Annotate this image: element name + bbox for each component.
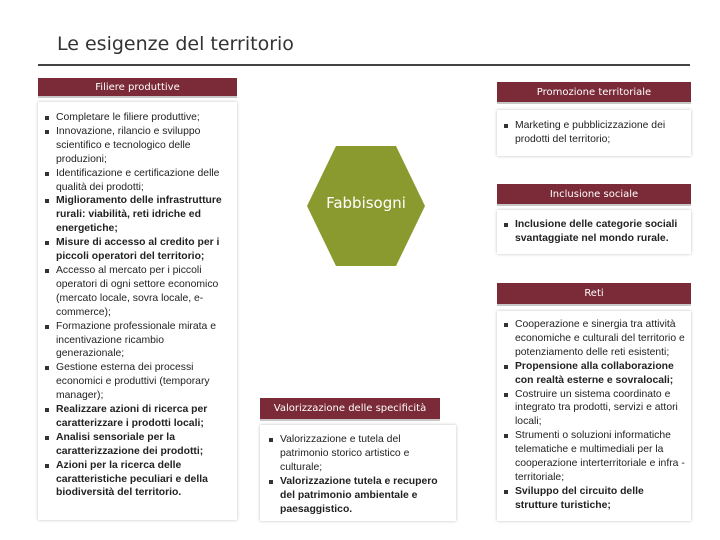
list-item: Inclusione delle categorie sociali svantaggiate nel mondo rurale. xyxy=(503,218,685,246)
list-item: Completare le filiere produttive; xyxy=(44,111,231,125)
reti-header: Reti xyxy=(497,283,691,306)
valorizzazione-header: Valorizzazione delle specificità xyxy=(260,398,440,421)
reti-list xyxy=(503,318,685,513)
list-item: Strumenti o soluzioni informatiche telematiche e multimediali per la cooperazione interterritoriale e infra -territoriale; xyxy=(503,429,685,485)
list-item: Cooperazione e sinergia tra attività economiche e culturali del territorio e potenziamento delle reti esistenti; xyxy=(503,318,685,360)
list-item: Marketing e pubblicizzazione dei prodotti del territorio; xyxy=(503,119,685,147)
list-item: Accesso al mercato per i piccoli operatori di ogni settore economico (mercato locale, sovra locale, e-commerce); xyxy=(44,264,231,320)
list-item: Azioni per la ricerca delle caratteristiche peculiari e della biodiversità del territorio. xyxy=(44,459,231,501)
list-item: Realizzare azioni di ricerca per caratterizzare i prodotti locali; xyxy=(44,403,231,431)
list-item: Sviluppo del circuito delle strutture turistiche; xyxy=(503,485,685,513)
list-item: Formazione professionale mirata e incentivazione ricambio generazionale; xyxy=(44,320,231,362)
inclusione-list xyxy=(503,218,685,246)
list-item: Costruire un sistema coordinato e integrato tra prodotti, servizi e attori locali; xyxy=(503,388,685,430)
page-title: Le esigenze del territorio xyxy=(57,33,294,55)
list-item: Analisi sensoriale per la caratterizzazione dei prodotti; xyxy=(44,431,231,459)
reti-box xyxy=(497,311,691,521)
promozione-header: Promozione territoriale xyxy=(497,82,691,104)
list-item: Miglioramento delle infrastrutture rurali: viabilità, reti idriche ed energetiche; xyxy=(44,194,231,236)
list-item: Innovazione, rilancio e sviluppo scientifico e tecnologico delle produzioni; xyxy=(44,125,231,167)
valorizzazione-list xyxy=(268,433,450,516)
inclusione-header: Inclusione sociale xyxy=(497,184,691,206)
list-item: Propensione alla collaborazione con realtà esterne e sovralocali; xyxy=(503,360,685,388)
promozione-list xyxy=(503,119,685,147)
list-item: Misure di accesso al credito per i piccoli operatori del territorio; xyxy=(44,236,231,264)
filiere-box xyxy=(38,102,237,520)
inclusione-box xyxy=(497,210,691,254)
promozione-box xyxy=(497,110,691,156)
fabbisogni-label: Fabbisogni xyxy=(326,194,406,212)
list-item: Gestione esterna dei processi economici e produttivi (temporary manager); xyxy=(44,361,231,403)
title-divider xyxy=(38,64,690,66)
list-item: Identificazione e certificazione delle qualità dei prodotti; xyxy=(44,167,231,195)
filiere-header: Filiere produttive xyxy=(38,78,237,98)
list-item: Valorizzazione e tutela del patrimonio storico artistico e culturale; xyxy=(268,433,450,475)
list-item: Valorizzazione tutela e recupero del patrimonio ambientale e paesaggistico. xyxy=(268,475,450,517)
filiere-list xyxy=(44,111,231,500)
valorizzazione-box xyxy=(260,425,456,521)
